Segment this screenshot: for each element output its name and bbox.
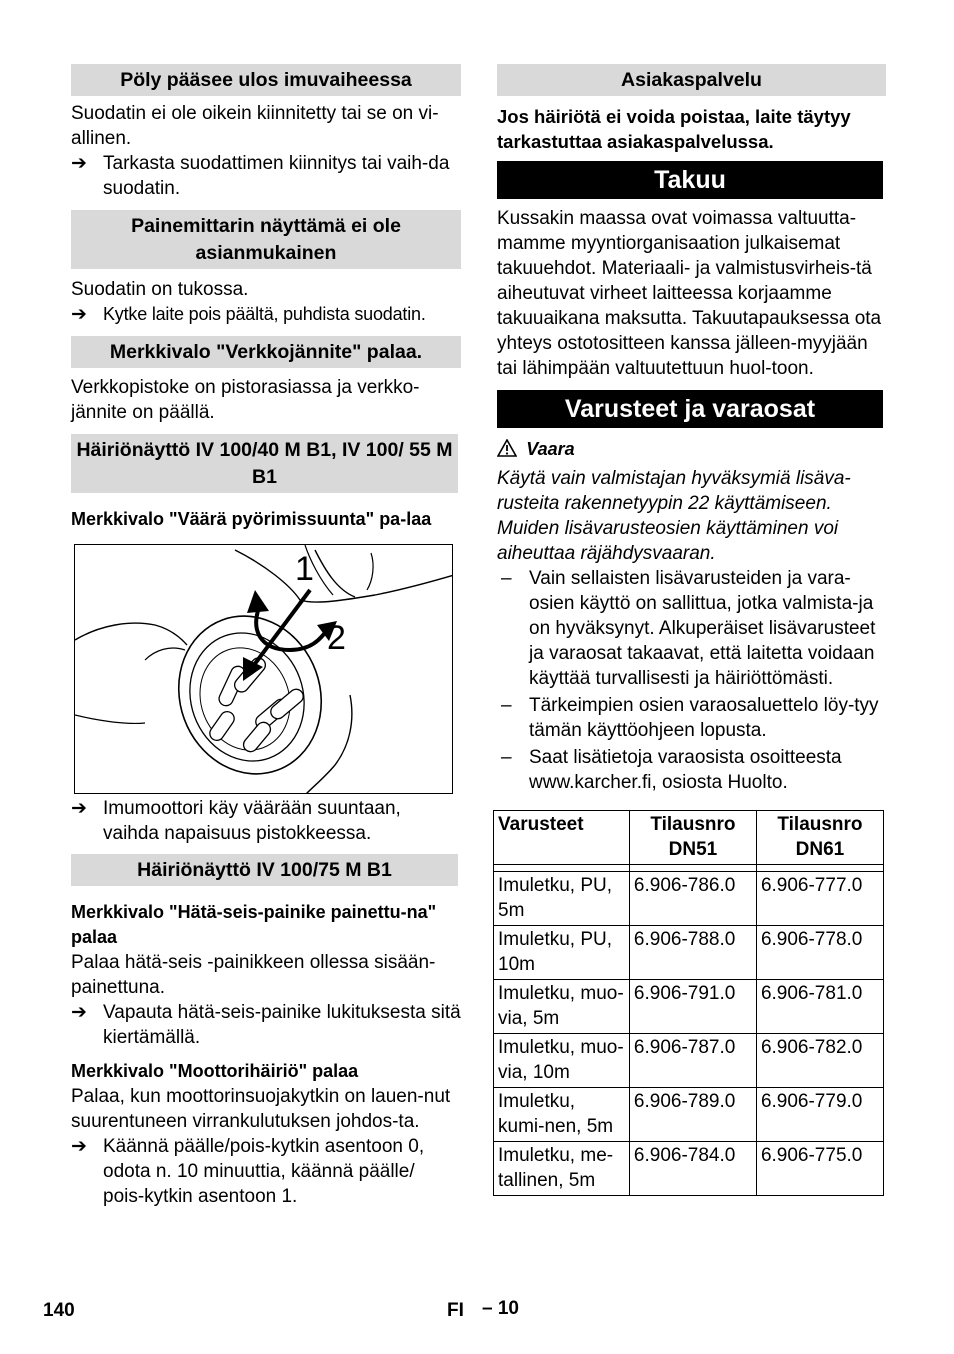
pressure-action: [71, 302, 461, 327]
left-column: [71, 64, 461, 1209]
pressure-action-text: Kytke laite pois päältä, puhdista suodatin.: [103, 304, 426, 324]
bullet-item: [497, 566, 886, 691]
section-title-mains-light: Merkkivalo "Verkkojännite" palaa.: [71, 336, 461, 368]
pressure-cause: Suodatin on tukossa.: [71, 279, 249, 300]
table-cell-dn51: 6.906-789.0: [629, 1088, 756, 1142]
table-cell-dn61: 6.906-782.0: [756, 1034, 883, 1088]
dash-icon: –: [501, 695, 512, 716]
table-cell-dn51: 6.906-788.0: [629, 926, 756, 980]
table-cell-dn61: 6.906-777.0: [756, 872, 883, 926]
dust-action: [71, 151, 461, 201]
plug-illustration: [75, 545, 453, 794]
mains-light-text: Verkkopistoke on pistorasiassa ja verkko-jännite on päällä.: [71, 377, 420, 423]
table-header-row: [494, 811, 884, 865]
right-arrow-icon: ➔: [71, 798, 87, 819]
emergency-stop-action-text: Vapauta hätä-seis-painike lukituksesta sitä kiertämällä.: [103, 1002, 461, 1048]
emergency-stop-action: [71, 1000, 461, 1050]
section-title-dust: Pöly pääsee ulos imuvaiheessa: [71, 64, 461, 96]
table-cell-dn51: 6.906-786.0: [629, 872, 756, 926]
table-row: [494, 1034, 884, 1088]
table-header-dn51: Tilausnro DN51: [629, 811, 756, 865]
figure-label-1: 1: [295, 550, 314, 588]
bullet-text: Saat lisätietoja varaosista osoitteesta www.karcher.fi, osiosta Huolto.: [529, 747, 842, 793]
table-cell-dn61: 6.906-779.0: [756, 1088, 883, 1142]
accessories-table: [493, 810, 884, 1196]
emergency-stop-text: Palaa hätä-seis -painikkeen ollessa sisään-painettuna.: [71, 952, 436, 998]
table-header-dn61: Tilausnro DN61: [756, 811, 883, 865]
section-title-warranty: Takuu: [497, 161, 883, 199]
table-row: [494, 1088, 884, 1142]
page-number: 140: [43, 1300, 75, 1321]
section-title-fault-iv100-75: Häiriönäyttö IV 100/75 M B1: [71, 854, 458, 886]
right-arrow-icon: ➔: [71, 1136, 87, 1157]
table-cell-dn51: 6.906-784.0: [629, 1142, 756, 1196]
language-code: FI: [447, 1300, 464, 1321]
right-arrow-icon: ➔: [71, 153, 87, 174]
figure-label-2: 2: [327, 619, 346, 657]
section-title-customer-service: Asiakaspalvelu: [497, 64, 886, 96]
table-cell-accessory: Imuletku, me-tallinen, 5m: [494, 1142, 630, 1196]
table-row: [494, 980, 884, 1034]
dust-action-text: Tarkasta suodattimen kiinnitys tai vaih-da suodatin.: [103, 153, 450, 199]
table-cell-accessory: Imuletku, muo-via, 5m: [494, 980, 630, 1034]
plug-rotation-figure: [74, 544, 453, 794]
right-arrow-icon: ➔: [71, 304, 87, 325]
table-cell-dn61: 6.906-775.0: [756, 1142, 883, 1196]
bullet-item: [497, 745, 886, 795]
rotation-action: [71, 796, 461, 846]
table-cell-dn51: 6.906-787.0: [629, 1034, 756, 1088]
motor-fault-action-text: Käännä päälle/pois-kytkin asentoon 0, odota n. 10 minuuttia, käännä päälle/ pois-kytkin asentoon 1.: [103, 1136, 425, 1207]
customer-service-text: Jos häiriötä ei voida poistaa, laite täytyy tarkastuttaa asiakaspalvelussa.: [497, 106, 851, 152]
bullet-item: [497, 693, 886, 743]
dust-cause: Suodatin ei ole oikein kiinnitetty tai se on vi-allinen.: [71, 103, 439, 149]
section-title-fault-iv100-40: Häiriönäyttö IV 100/40 M B1, IV 100/ 55 M B1: [71, 434, 458, 493]
table-cell-dn51: 6.906-791.0: [629, 980, 756, 1034]
emergency-stop-subhead: Merkkivalo "Hätä-seis-painike painettu-na" palaa: [71, 902, 437, 947]
section-page-number: – 10: [482, 1298, 519, 1319]
right-column: [497, 64, 886, 1196]
section-title-accessories: Varusteet ja varaosat: [497, 390, 883, 428]
motor-fault-text: Palaa, kun moottorinsuojakytkin on lauen-nut suurentuneen virrankulutuksen johdos-ta.: [71, 1086, 451, 1132]
table-cell-accessory: Imuletku, PU, 10m: [494, 926, 630, 980]
dash-icon: –: [501, 747, 512, 768]
motor-fault-action: [71, 1134, 461, 1209]
table-cell-accessory: Imuletku, muo-via, 10m: [494, 1034, 630, 1088]
dash-icon: –: [501, 568, 512, 589]
wrong-rotation-subhead: Merkkivalo "Väärä pyörimissuunta" pa-laa: [71, 509, 432, 529]
danger-label: Vaara: [526, 439, 575, 459]
warranty-text: Kussakin maassa ovat voimassa valtuutta-mamme myyntiorganisaation julkaisemat takuuehdot. Materiaali- ja valmistusvirheis-tä aiheutuvat virheet laitteessa korjaamme takuuaikana maksutta. Takuutapauksessa ota yhteys ostotositteen kanssa jälleen-myyjään tai lähimpään valtuutettuun huol-toon.: [497, 208, 882, 379]
danger-label-row: [497, 437, 886, 464]
rotation-action-text: Imumoottori käy väärään suuntaan, vaihda napaisuus pistokkeessa.: [103, 798, 401, 844]
table-cell-accessory: Imuletku, kumi-nen, 5m: [494, 1088, 630, 1142]
warning-triangle-icon: [497, 439, 517, 464]
table-cell-accessory: Imuletku, PU, 5m: [494, 872, 630, 926]
bullet-text: Tärkeimpien osien varaosaluettelo löy-tyy tämän käyttöohjeen lopusta.: [529, 695, 879, 741]
danger-text: Käytä vain valmistajan hyväksymiä lisäva-rusteita rakennetyypin 22 käyttämiseen. Muiden lisävarusteosien käyttäminen voi aiheuttaa räjähdysvaaran.: [497, 468, 851, 564]
motor-fault-subhead: Merkkivalo "Moottorihäiriö" palaa: [71, 1061, 359, 1081]
table-cell-dn61: 6.906-781.0: [756, 980, 883, 1034]
table-cell-dn61: 6.906-778.0: [756, 926, 883, 980]
table-row: [494, 1142, 884, 1196]
table-header-accessory: Varusteet: [494, 811, 630, 865]
right-arrow-icon: ➔: [71, 1002, 87, 1023]
section-title-pressure: Painemittarin näyttämä ei ole asianmukainen: [71, 210, 461, 269]
table-row: [494, 872, 884, 926]
table-row: [494, 926, 884, 980]
bullet-text: Vain sellaisten lisävarusteiden ja vara-osien käyttö on sallittua, jotka valmista-ja on hyväksynyt. Alkuperäiset lisävarusteet ja varaosat takaavat, että laitetta voidaan käyttää turvallisesti ja häiriöttömästi.: [529, 568, 876, 689]
